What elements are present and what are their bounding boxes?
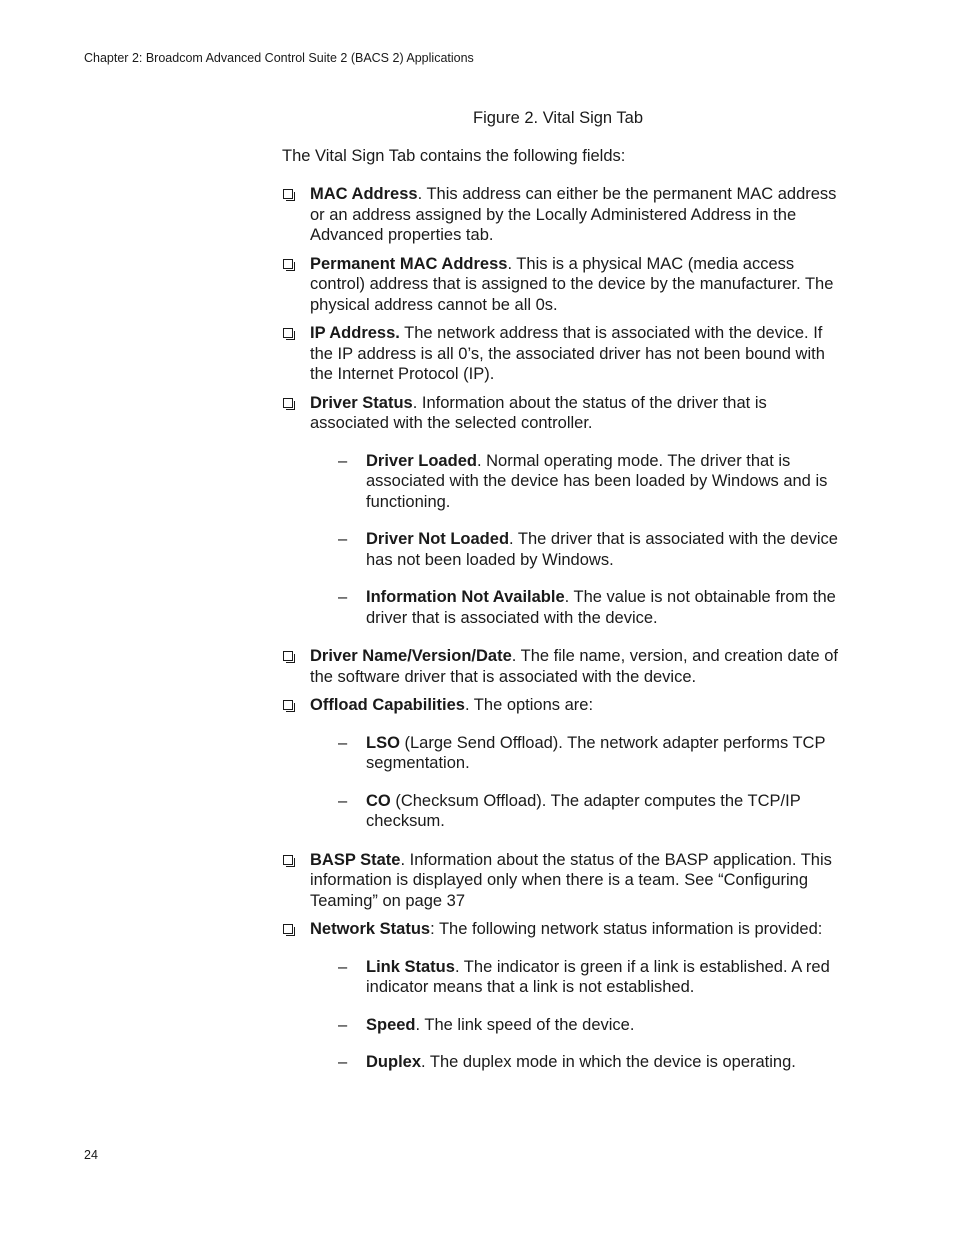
bullet-box-icon <box>283 328 293 338</box>
sub-item-text: (Checksum Offload). The adapter computes the TCP/IP checksum. <box>366 791 801 830</box>
sub-item-term: Duplex <box>366 1053 422 1071</box>
list-item <box>282 850 848 912</box>
item-term: Driver Status <box>310 393 413 412</box>
item-term: Driver Name/Version/Date <box>310 647 512 665</box>
sub-item-text: . The indicator is green if a link is established. A red indicator means that a link is not established. <box>366 957 830 996</box>
item-term: Network Status <box>310 920 431 938</box>
dash-marker: – <box>338 588 348 606</box>
bullet-box-icon <box>283 651 293 661</box>
intro-text: The Vital Sign Tab contains the following fields: <box>282 147 626 165</box>
item-text: . The options are: <box>464 696 594 714</box>
sub-item-term: Link Status <box>366 957 455 976</box>
sub-item-text: . The value is not obtainable from the driver that is associated with the device. <box>366 588 836 627</box>
bullet-box-icon <box>283 398 293 408</box>
sub-item-term: CO <box>366 791 391 810</box>
sub-item-text: . Normal operating mode. The driver that is associated with the device has been loaded by Windows and is functioning. <box>366 451 828 511</box>
item-term: BASP State <box>310 850 401 869</box>
sub-list-item <box>310 529 848 570</box>
sub-item-term: Driver Not Loaded <box>366 530 510 548</box>
item-text: . Information about the status of the BASP application. This information is displayed only when there is a team. See “Configuring Teaming” on page 37 <box>310 850 832 910</box>
sub-list <box>310 451 848 629</box>
item-term: Permanent MAC Address <box>310 254 508 273</box>
dash-marker: – <box>338 451 348 470</box>
sub-item-text: (Large Send Offload). The network adapter performs TCP segmentation. <box>366 733 826 772</box>
sub-list-item <box>310 791 848 832</box>
page-number: 24 <box>84 1148 98 1162</box>
dash-marker: – <box>338 1053 348 1071</box>
figure-caption: Figure 2. Vital Sign Tab <box>473 109 643 127</box>
bullet-box-icon <box>283 924 293 934</box>
sub-item-term: LSO <box>366 733 400 752</box>
dash-marker: – <box>338 530 348 548</box>
item-text: : The following network status information is provided: <box>430 920 823 938</box>
sub-list-item <box>310 451 848 513</box>
dash-marker: – <box>338 1015 348 1034</box>
bullet-box-icon <box>283 855 293 865</box>
item-text: . This address can either be the permanent MAC address or an address assigned by the Locally Administered Address in the Advanced properties tab. <box>310 185 837 244</box>
sub-item-text: . The duplex mode in which the device is operating. <box>421 1053 796 1071</box>
sub-item-term: Speed <box>366 1015 416 1034</box>
sub-list-item <box>310 587 848 628</box>
item-text: . This is a physical MAC (media access control) address that is assigned to the device by the manufacturer. The physical address cannot be all 0s. <box>310 254 834 314</box>
bullet-box-icon <box>283 259 293 269</box>
list-item <box>282 646 848 687</box>
bullet-box-icon <box>283 700 293 710</box>
sub-list-item <box>310 733 848 774</box>
sub-list <box>310 957 848 1073</box>
sub-item-term: Information Not Available <box>366 588 565 606</box>
sub-list <box>310 733 848 832</box>
item-text: . The file name, version, and creation date of the software driver that is associated with the device. <box>310 647 838 686</box>
list-item <box>282 254 848 316</box>
dash-marker: – <box>338 733 348 752</box>
item-term: Offload Capabilities <box>310 696 465 714</box>
list-item <box>282 323 848 385</box>
list-item <box>282 184 848 246</box>
sub-list-item <box>310 1052 848 1073</box>
sub-list-item <box>310 957 848 998</box>
bullet-box-icon <box>283 189 293 199</box>
sub-item-text: . The link speed of the device. <box>415 1015 635 1034</box>
list-item <box>282 919 848 1073</box>
dash-marker: – <box>338 791 348 810</box>
running-header: Chapter 2: Broadcom Advanced Control Suite 2 (BACS 2) Applications <box>84 51 474 65</box>
sub-item-text: . The driver that is associated with the device has not been loaded by Windows. <box>366 530 838 569</box>
item-term: MAC Address <box>310 185 418 203</box>
item-term: IP Address. <box>310 324 400 342</box>
list-item <box>282 393 848 629</box>
field-list <box>282 184 848 1081</box>
list-item <box>282 695 848 832</box>
sub-list-item <box>310 1015 848 1036</box>
item-text: The network address that is associated with the device. If the IP address is all 0’s, the associated driver has not been bound with the Internet Protocol (IP). <box>310 324 825 383</box>
sub-item-term: Driver Loaded <box>366 451 477 470</box>
dash-marker: – <box>338 957 348 976</box>
item-text: . Information about the status of the driver that is associated with the selected controller. <box>310 393 767 432</box>
